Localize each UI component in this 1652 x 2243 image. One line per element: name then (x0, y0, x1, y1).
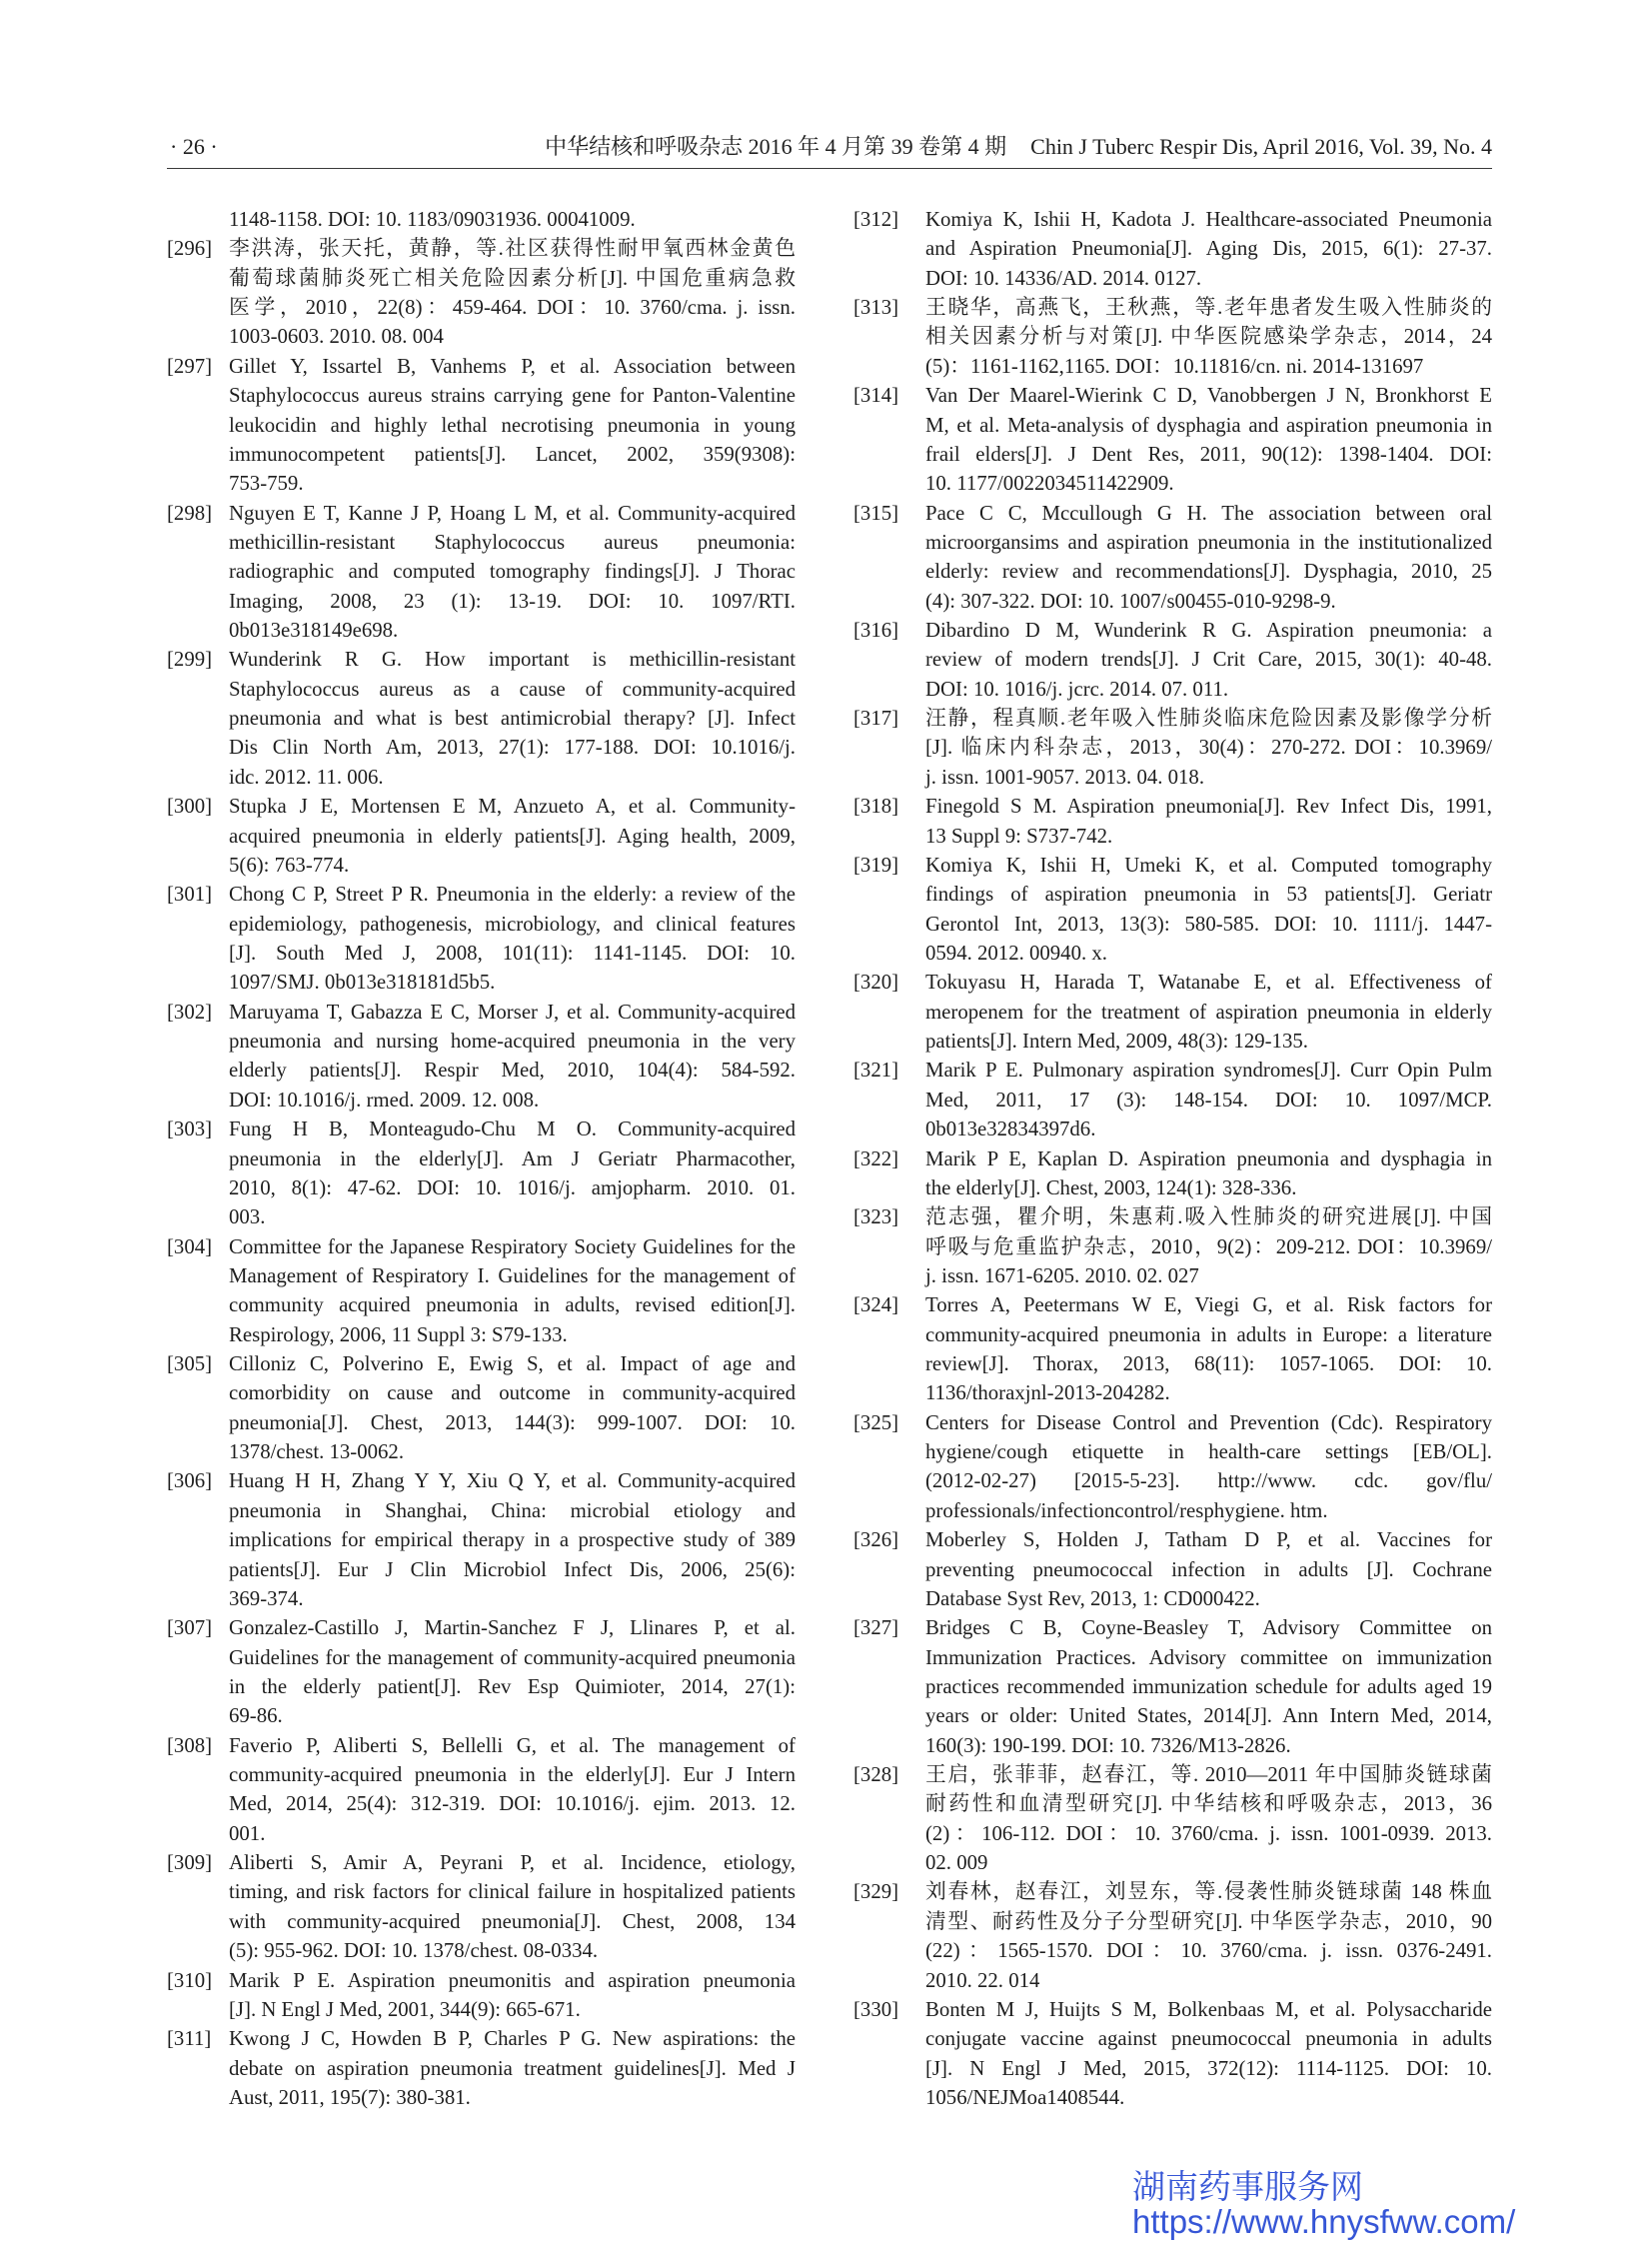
reference-line: (5): 955-962. DOI: 10. 1378/chest. 08-0334. (229, 1939, 599, 1963)
reference-number: [302] (167, 1000, 213, 1024)
reference-line: 1148-1158. DOI: 10. 1183/09031936. 00041009. (229, 208, 636, 231)
reference-number: [304] (167, 1234, 213, 1258)
reference-line: comorbidity on cause and outcome in community-acquired (229, 1381, 796, 1405)
reference-line: Marik P E. Pulmonary aspiration syndromes[J]. Curr Opin Pulm (925, 1059, 1492, 1083)
reference-entry (853, 1202, 1492, 1290)
reference-number: [312] (853, 208, 899, 231)
reference-line: 相关因素分析与对策[J]. 中华医院感染学杂志，2014，24 (925, 325, 1492, 349)
reference-line: 李洪涛，张天托，黄静，等.社区获得性耐甲氧西林金黄色 (229, 237, 796, 261)
reference-entry (853, 1144, 1492, 1203)
reference-line: 1378/chest. 13-0062. (229, 1440, 405, 1464)
reference-entry (167, 1966, 796, 2025)
reference-line: 1136/thoraxjnl-2013-204282. (925, 1381, 1170, 1405)
reference-number: [322] (853, 1146, 899, 1170)
reference-line: DOI: 10.1016/j. rmed. 2009. 12. 008. (229, 1088, 540, 1112)
watermark-url: https://www.hnysfww.com/ (1132, 2203, 1516, 2240)
reference-line: (4): 307-322. DOI: 10. 1007/s00455-010-9298-9. (925, 589, 1336, 613)
reference-line: Database Syst Rev, 2013, 1: CD000422. (925, 1586, 1260, 1610)
reference-number: [326] (853, 1528, 899, 1552)
reference-line: Respirology, 2006, 11 Suppl 3: S79-133. (229, 1322, 568, 1346)
reference-number: [313] (853, 296, 899, 320)
reference-line: Management of Respiratory I. Guidelines for the management of (229, 1263, 796, 1287)
reference-line: methicillin-resistant Staphylococcus aureus pneumonia: (229, 530, 796, 554)
reference-entry (853, 616, 1492, 704)
reference-number: [320] (853, 971, 899, 995)
reference-number: [297] (167, 354, 213, 378)
reference-line: DOI: 10. 14336/AD. 2014. 0127. (925, 266, 1202, 290)
reference-line: Stupka J E, Mortensen E M, Anzueto A, et al. Community- (229, 795, 796, 819)
reference-line: elderly patients[J]. Respir Med, 2010, 104(4): 584-592. (229, 1059, 796, 1083)
reference-line: conjugate vaccine against pneumococcal pneumonia in adults (925, 2027, 1492, 2051)
reference-number: [305] (167, 1352, 213, 1376)
reference-number: [314] (853, 384, 899, 408)
reference-line: pneumonia in the elderly[J]. Am J Geriatr Pharmacother, (229, 1146, 796, 1170)
reference-line: Chong C P, Street P R. Pneumonia in the elderly: a review of the (229, 883, 796, 907)
reference-line: radiographic and computed tomography findings[J]. J Thorac (229, 560, 796, 584)
reference-line: j. issn. 1001-9057. 2013. 04. 018. (925, 765, 1205, 789)
reference-number: [325] (853, 1410, 899, 1434)
reference-line: elderly: review and recommendations[J]. Dysphagia, 2010, 25 (925, 560, 1492, 584)
reference-number: [299] (167, 648, 213, 672)
watermark-site-name: 湖南药事服务网 (1132, 2167, 1363, 2206)
reference-entry (853, 851, 1492, 968)
reference-number: [310] (167, 1968, 213, 1992)
reference-line: Huang H H, Zhang Y Y, Xiu Q Y, et al. Community-acquired (229, 1469, 796, 1493)
reference-entry (167, 1731, 796, 1848)
reference-line: 王启，张菲菲，赵春江，等. 2010—2011 年中国肺炎链球菌 (925, 1763, 1492, 1787)
reference-line: frail elders[J]. J Dent Res, 2011, 90(12): 1398-1404. DOI: (925, 442, 1492, 466)
reference-line: Med, 2011, 17 (3): 148-154. DOI: 10. 1097/MCP. (925, 1088, 1492, 1112)
reference-number: [300] (167, 795, 213, 819)
reference-line: 13 Suppl 9: S737-742. (925, 824, 1113, 848)
page-number: · 26 · (170, 134, 218, 159)
reference-line: community-acquired pneumonia in the elderly[J]. Eur J Intern (229, 1763, 796, 1787)
reference-line: Gerontol Int, 2013, 13(3): 580-585. DOI: 10. 1111/j. 1447- (925, 912, 1492, 936)
reference-line: patients[J]. Eur J Clin Microbiol Infect Dis, 2006, 25(6): (229, 1557, 796, 1581)
journal-title-cn: 中华结核和呼吸杂志 2016 年 4 月第 39 卷第 4 期 (545, 134, 1007, 159)
reference-number: [315] (853, 501, 899, 525)
reference-entry (853, 499, 1492, 616)
reference-line: 369-374. (229, 1586, 304, 1610)
reference-line: 医学，2010，22(8)：459-464. DOI：10. 3760/cma. j. issn. (229, 296, 796, 320)
reference-entry (853, 1995, 1492, 2112)
reference-line: Immunization Practices. Advisory committee on immunization (925, 1645, 1492, 1669)
reference-entry (853, 1525, 1492, 1613)
reference-line: M, et al. Meta-analysis of dysphagia and aspiration pneumonia in (925, 413, 1492, 437)
reference-line: preventing pneumococcal infection in adults [J]. Cochrane (925, 1557, 1492, 1581)
reference-line: in the elderly patient[J]. Rev Esp Quimioter, 2014, 27(1): (229, 1674, 796, 1698)
reference-line: 1097/SMJ. 0b013e318181d5b5. (229, 971, 496, 995)
reference-line: Dibardino D M, Wunderink R G. Aspiration pneumonia: a (925, 619, 1492, 643)
reference-line: 2010. 22. 014 (925, 1968, 1040, 1992)
reference-line: 753-759. (229, 472, 304, 496)
reference-number: [324] (853, 1293, 899, 1317)
reference-number: [303] (167, 1118, 213, 1141)
reference-line: acquired pneumonia in elderly patients[J]. Aging health, 2009, (229, 824, 796, 848)
reference-line: with community-acquired pneumonia[J]. Chest, 2008, 134 (229, 1909, 796, 1933)
reference-line: patients[J]. Intern Med, 2009, 48(3): 129-135. (925, 1030, 1308, 1054)
reference-line: 003. (229, 1205, 266, 1229)
reference-line: 耐药性和血清型研究[J]. 中华结核和呼吸杂志，2013，36 (925, 1792, 1492, 1816)
reference-number: [308] (167, 1733, 213, 1757)
reference-entry (167, 352, 796, 499)
reference-line: j. issn. 1671-6205. 2010. 02. 027 (925, 1263, 1199, 1287)
reference-line: idc. 2012. 11. 006. (229, 765, 384, 789)
reference-line: Moberley S, Holden J, Tatham D P, et al. Vaccines for (925, 1528, 1492, 1552)
reference-entry (167, 234, 796, 351)
header-rule (167, 168, 1492, 169)
reference-line: Finegold S M. Aspiration pneumonia[J]. Rev Infect Dis, 1991, (925, 795, 1492, 819)
reference-line: Maruyama T, Gabazza E C, Morser J, et al. Community-acquired (229, 1000, 796, 1024)
reference-number: [301] (167, 883, 213, 907)
reference-entry (167, 1349, 796, 1466)
reference-line: Tokuyasu H, Harada T, Watanabe E, et al. Effectiveness of (925, 971, 1492, 995)
reference-line: meropenem for the treatment of aspiration pneumonia in elderly (925, 1000, 1492, 1024)
reference-line: 葡萄球菌肺炎死亡相关危险因素分析[J]. 中国危重病急救 (229, 266, 796, 290)
reference-entry (853, 205, 1492, 293)
reference-entry (167, 2024, 796, 2112)
reference-line: 呼吸与危重监护杂志，2010，9(2)：209-212. DOI：10.3969/ (925, 1234, 1492, 1258)
reference-line: Guidelines for the management of community-acquired pneumonia (229, 1645, 796, 1669)
reference-line: 1003-0603. 2010. 08. 004 (229, 325, 444, 349)
reference-entry (853, 792, 1492, 851)
reference-line: [J]. South Med J, 2008, 101(11): 1141-1145. DOI: 10. (229, 941, 796, 965)
reference-number: [327] (853, 1616, 899, 1640)
reference-entry (853, 968, 1492, 1056)
reference-number: [330] (853, 1997, 899, 2021)
reference-line: pneumonia[J]. Chest, 2013, 144(3): 999-1007. DOI: 10. (229, 1410, 796, 1434)
reference-line: 10. 1177/0022034511422909. (925, 472, 1174, 496)
reference-line: Cilloniz C, Polverino E, Ewig S, et al. Impact of age and (229, 1352, 796, 1376)
reference-line: Aust, 2011, 195(7): 380-381. (229, 2086, 471, 2109)
reference-line: years or older: United States, 2014[J]. Ann Intern Med, 2014, (925, 1704, 1492, 1728)
reference-entry (167, 880, 796, 997)
reference-line: [J]. N Engl J Med, 2001, 344(9): 665-671. (229, 1997, 581, 2021)
reference-number: [319] (853, 853, 899, 877)
reference-line: pneumonia and nursing home-acquired pneumonia in the very (229, 1030, 796, 1054)
reference-line: Fung H B, Monteagudo-Chu M O. Community-acquired (229, 1118, 796, 1141)
reference-entry (853, 704, 1492, 792)
reference-line: 69-86. (229, 1704, 283, 1728)
reference-line: review[J]. Thorax, 2013, 68(11): 1057-1065. DOI: 10. (925, 1352, 1492, 1376)
reference-column-right (853, 205, 1492, 2112)
reference-line: timing, and risk factors for clinical failure in hospitalized patients (229, 1880, 796, 1904)
reference-line: 2010, 8(1): 47-62. DOI: 10. 1016/j. amjopharm. 2010. 01. (229, 1175, 796, 1199)
reference-number: [309] (167, 1851, 213, 1875)
reference-line: 0594. 2012. 00940. x. (925, 941, 1107, 965)
reference-line: immunocompetent patients[J]. Lancet, 2002, 359(9308): (229, 442, 796, 466)
reference-line: 02. 009 (925, 1851, 988, 1875)
reference-line: and Aspiration Pneumonia[J]. Aging Dis, 2015, 6(1): 27-37. (925, 237, 1492, 261)
reference-line: Imaging, 2008, 23 (1): 13-19. DOI: 10. 1097/RTI. (229, 589, 796, 613)
reference-entry (853, 381, 1492, 498)
reference-number: [296] (167, 237, 213, 261)
reference-line: Marik P E. Aspiration pneumonitis and aspiration pneumonia (229, 1968, 796, 1992)
reference-line: Aliberti S, Amir A, Peyrani P, et al. Incidence, etiology, (229, 1851, 796, 1875)
reference-continuation (167, 205, 796, 234)
reference-entry (167, 1115, 796, 1231)
reference-line: Komiya K, Ishii H, Kadota J. Healthcare-associated Pneumonia (925, 208, 1492, 231)
reference-line: Pace C C, Mccullough G H. The association between oral (925, 501, 1492, 525)
reference-line: (2012-02-27) [2015-5-23]. http://www. cdc. gov/flu/ (925, 1469, 1492, 1493)
reference-number: [329] (853, 1880, 899, 1904)
reference-line: 160(3): 190-199. DOI: 10. 7326/M13-2826. (925, 1733, 1291, 1757)
reference-line: [J]. 临床内科杂志，2013，30(4)：270-272. DOI：10.3969/ (925, 736, 1492, 760)
reference-line: review of modern trends[J]. J Crit Care, 2015, 30(1): 40-48. (925, 648, 1492, 672)
reference-line: 清型、耐药性及分子分型研究[J]. 中华医学杂志，2010，90 (925, 1909, 1492, 1933)
reference-entry (853, 293, 1492, 381)
reference-entry (853, 1408, 1492, 1525)
reference-line: 0b013e32834397d6. (925, 1118, 1096, 1141)
reference-number: [321] (853, 1059, 899, 1083)
reference-line: Nguyen E T, Kanne J P, Hoang L M, et al. Community-acquired (229, 501, 796, 525)
reference-number: [298] (167, 501, 213, 525)
reference-line: (2)：106-112. DOI：10. 3760/cma. j. issn. 1001-0939. 2013. (925, 1821, 1492, 1845)
reference-entry (167, 1848, 796, 1965)
reference-line: (22)：1565-1570. DOI：10. 3760/cma. j. issn. 0376-2491. (925, 1939, 1492, 1963)
reference-line: Gillet Y, Issartel B, Vanhems P, et al. Association between (229, 354, 796, 378)
reference-line: 刘春林，赵春江，刘昱东，等.侵袭性肺炎链球菌 148 株血 (925, 1880, 1492, 1904)
reference-line: Faverio P, Aliberti S, Bellelli G, et al. The management of (229, 1733, 796, 1757)
running-header (545, 131, 1492, 163)
reference-line: findings of aspiration pneumonia in 53 patients[J]. Geriatr (925, 883, 1492, 907)
reference-number: [323] (853, 1205, 899, 1229)
reference-line: hygiene/cough etiquette in health-care settings [EB/OL]. (925, 1440, 1492, 1464)
reference-line: [J]. N Engl J Med, 2015, 372(12): 1114-1125. DOI: 10. (925, 2056, 1492, 2080)
reference-line: (5)：1161-1162,1165. DOI：10.11816/cn. ni. 2014-131697 (925, 354, 1424, 378)
journal-title-en: Chin J Tuberc Respir Dis, April 2016, Vol. 39, No. 4 (1030, 134, 1492, 159)
reference-line: 王晓华，高燕飞，王秋燕，等.老年患者发生吸入性肺炎的 (925, 296, 1492, 320)
reference-line: 1056/NEJMoa1408544. (925, 2086, 1125, 2109)
reference-number: [306] (167, 1469, 213, 1493)
reference-line: Committee for the Japanese Respiratory Society Guidelines for the (229, 1234, 796, 1258)
reference-entry (853, 1877, 1492, 1994)
reference-line: the elderly[J]. Chest, 2003, 124(1): 328-336. (925, 1175, 1297, 1199)
reference-entry (853, 1290, 1492, 1407)
reference-line: pneumonia and what is best antimicrobial therapy? [J]. Infect (229, 707, 796, 731)
reference-line: Gonzalez-Castillo J, Martin-Sanchez F J, Llinares P, et al. (229, 1616, 796, 1640)
reference-line: 0b013e318149e698. (229, 619, 399, 643)
reference-line: Wunderink R G. How important is methicillin-resistant (229, 648, 796, 672)
reference-line: debate on aspiration pneumonia treatment guidelines[J]. Med J (229, 2056, 796, 2080)
reference-line: community acquired pneumonia in adults, revised edition[J]. (229, 1293, 796, 1317)
reference-entry (853, 1056, 1492, 1143)
reference-line: leukocidin and highly lethal necrotising pneumonia in young (229, 413, 796, 437)
reference-line: Kwong J C, Howden B P, Charles P G. New aspirations: the (229, 2027, 796, 2051)
reference-entry (853, 1760, 1492, 1877)
reference-line: epidemiology, pathogenesis, microbiology, and clinical features (229, 912, 796, 936)
reference-line: community-acquired pneumonia in adults in Europe: a literature (925, 1322, 1492, 1346)
reference-number: [328] (853, 1763, 899, 1787)
reference-line: Staphylococcus aureus as a cause of community-acquired (229, 677, 796, 701)
reference-number: [318] (853, 795, 899, 819)
reference-entry (853, 1613, 1492, 1760)
reference-line: 001. (229, 1821, 266, 1845)
reference-line: 汪静，程真顺.老年吸入性肺炎临床危险因素及影像学分析 (925, 707, 1492, 731)
reference-column-left (167, 205, 796, 2112)
reference-number: [307] (167, 1616, 213, 1640)
reference-entry (167, 1232, 796, 1349)
reference-line: Bridges C B, Coyne-Beasley T, Advisory Committee on (925, 1616, 1492, 1640)
reference-entry (167, 792, 796, 880)
reference-entry (167, 1613, 796, 1730)
reference-entry (167, 1466, 796, 1613)
reference-line: Marik P E, Kaplan D. Aspiration pneumonia and dysphagia in (925, 1146, 1492, 1170)
reference-line: microorgansims and aspiration pneumonia in the institutionalized (925, 530, 1492, 554)
reference-line: 5(6): 763-774. (229, 853, 350, 877)
reference-line: Torres A, Peetermans W E, Viegi G, et al. Risk factors for (925, 1293, 1492, 1317)
reference-line: practices recommended immunization schedule for adults aged 19 (925, 1674, 1492, 1698)
reference-line: Van Der Maarel-Wierink C D, Vanobbergen J N, Bronkhorst E (925, 384, 1492, 408)
reference-line: pneumonia in Shanghai, China: microbial etiology and (229, 1498, 796, 1522)
reference-line: Staphylococcus aureus strains carrying gene for Panton-Valentine (229, 384, 796, 408)
reference-number: [316] (853, 619, 899, 643)
reference-line: Centers for Disease Control and Prevention (Cdc). Respiratory (925, 1410, 1492, 1434)
reference-line: 范志强，瞿介明，朱惠莉.吸入性肺炎的研究进展[J]. 中国 (925, 1205, 1492, 1229)
reference-entry (167, 998, 796, 1115)
reference-line: implications for empirical therapy in a prospective study of 389 (229, 1528, 796, 1552)
reference-line: DOI: 10. 1016/j. jcrc. 2014. 07. 011. (925, 677, 1229, 701)
reference-line: professionals/infectioncontrol/resphygiene. htm. (925, 1498, 1328, 1522)
reference-entry (167, 499, 796, 646)
reference-entry (167, 645, 796, 792)
reference-line: Dis Clin North Am, 2013, 27(1): 177-188. DOI: 10.1016/j. (229, 736, 796, 760)
reference-line: Komiya K, Ishii H, Umeki K, et al. Computed tomography (925, 853, 1492, 877)
reference-number: [311] (167, 2027, 212, 2051)
reference-number: [317] (853, 707, 899, 731)
reference-line: Med, 2014, 25(4): 312-319. DOI: 10.1016/j. ejim. 2013. 12. (229, 1792, 796, 1816)
reference-line: Bonten M J, Huijts S M, Bolkenbaas M, et al. Polysaccharide (925, 1997, 1492, 2021)
